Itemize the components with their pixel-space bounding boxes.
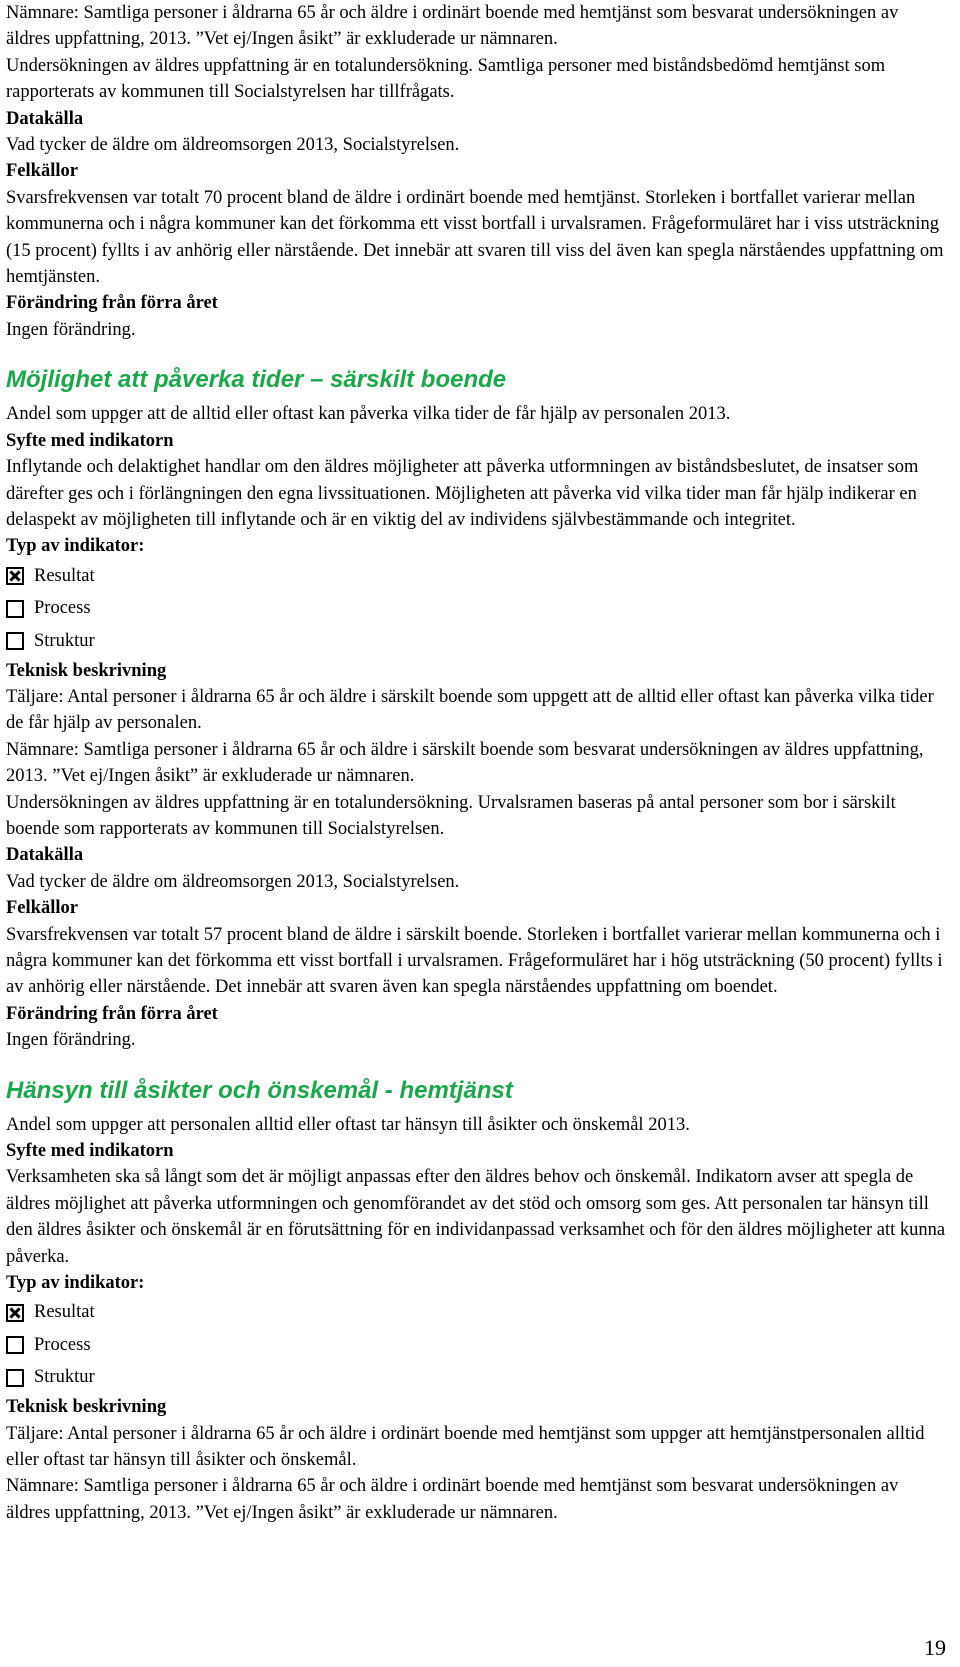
typ-label: Typ av indikator: — [6, 1273, 145, 1294]
checkbox-empty-icon — [6, 1369, 24, 1387]
syfte-label: Syfte med indikatorn — [6, 430, 174, 451]
indicator-intro: Andel som uppger att personalen alltid eller oftast tar hänsyn till åsikter och önskemål 2013. — [6, 1114, 690, 1135]
type-label: Process — [34, 1334, 91, 1355]
felkallor-text: Svarsfrekvensen var totalt 70 procent bland de äldre i ordinärt boende med hemtjänst. Storleken i bortfallet varierar mellan kommunerna och i några kommuner kan det förkomma ett visst bortfall i urvalsramen. Frågeformuläret har i viss utsträckning (15 procent) fyllts i av anhörig eller närstående. Det innebär att svaren till viss del även kan spegla närståendes uppfattning om hemtjänsten. — [6, 187, 944, 288]
checkbox-empty-icon — [6, 1336, 24, 1354]
type-process — [6, 1329, 946, 1362]
forandring-text: Ingen förändring. — [6, 1030, 136, 1051]
forandring-label: Förändring från förra året — [6, 1003, 218, 1024]
felkallor-label: Felkällor — [6, 161, 78, 182]
checkbox-checked-icon — [6, 1304, 24, 1322]
type-resultat — [6, 560, 946, 593]
document-page — [6, 0, 946, 1526]
taljare-text: Täljare: Antal personer i åldrarna 65 år och äldre i ordinärt boende med hemtjänst som uppger att hemtjänstpersonalen alltid eller oftast tar hänsyn till åsikter och önskemål. — [6, 1423, 925, 1471]
namnare-text: Nämnare: Samtliga personer i åldrarna 65 år och äldre i ordinärt boende med hemtjänst som besvarat undersökningen av äldres uppfattning, 2013. ”Vet ej/Ingen åsikt” är exkluderade ur nämnaren. — [6, 3, 899, 50]
checkbox-empty-icon — [6, 632, 24, 650]
type-struktur — [6, 1362, 946, 1395]
checkbox-checked-icon — [6, 567, 24, 585]
syfte-text: Inflytande och delaktighet handlar om den äldres möjligheter att påverka utformningen av biståndsbeslutet, de insatser som därefter ges och i förlängningen den egna livssituationen. Möjligheten att påverka vid vilka tider man får hjälp indikerar en delaspekt av möjligheten till inflytande och är en viktig del av individens självbestämmande och integritet. — [6, 457, 919, 530]
indicator-intro: Andel som uppger att de alltid eller oftast kan påverka vilka tider de får hjälp av personalen 2013. — [6, 404, 731, 425]
type-process — [6, 592, 946, 625]
forandring-label: Förändring från förra året — [6, 293, 218, 314]
type-label: Struktur — [34, 630, 95, 651]
page-number: 19 — [924, 1635, 946, 1660]
undersokning-text: Undersökningen av äldres uppfattning är en totalundersökning. Urvalsramen baseras på antal personer som bor i särskilt boende som rapporterats av kommunen till Socialstyrelsen. — [6, 792, 896, 839]
type-label: Resultat — [34, 565, 95, 586]
namnare-text: Nämnare: Samtliga personer i åldrarna 65 år och äldre i ordinärt boende med hemtjänst som besvarat undersökningen av äldres uppfattning, 2013. ”Vet ej/Ingen åsikt” är exkluderade ur nämnaren. — [6, 1476, 899, 1523]
type-resultat — [6, 1296, 946, 1329]
undersokning-text: Undersökningen av äldres uppfattning är en totalundersökning. Samtliga personer med biståndsbedömd hemtjänst som rapporterats av kommunen till Socialstyrelsen har tillfrågats. — [6, 55, 886, 103]
forandring-text: Ingen förändring. — [6, 319, 136, 340]
typ-label: Typ av indikator: — [6, 536, 145, 557]
type-struktur — [6, 625, 946, 658]
datakalla-text: Vad tycker de äldre om äldreomsorgen 2013, Socialstyrelsen. — [6, 871, 460, 892]
felkallor-text: Svarsfrekvensen var totalt 57 procent bland de äldre i särskilt boende. Storleken i bortfallet varierar mellan kommunerna och i några kommuner kan det förkomma ett visst bortfall i urvalsramen. Frågeformuläret har i hög utsträckning (50 procent) fyllts i av anhörig eller närstående. Det innebär att svaren även kan spegla närståendes uppfattning om boendet. — [6, 924, 943, 998]
syfte-text: Verksamheten ska så långt som det är möjligt anpassas efter den äldres behov och önskemål. Indikatorn avser att spegla de äldres möjlighet att påverka utformningen och genomförandet av det stöd och omsorg som ges. Att personalen tar hänsyn till den äldres åsikter och önskemål är en förutsättning för en individanpassad verksamhet och för den äldres möjligheter att kunna påverka. — [6, 1167, 946, 1267]
type-label: Struktur — [34, 1367, 95, 1388]
section-heading: Hänsyn till åsikter och önskemål - hemtjänst — [6, 1076, 513, 1104]
checkbox-empty-icon — [6, 600, 24, 618]
felkallor-label: Felkällor — [6, 898, 78, 919]
teknisk-label: Teknisk beskrivning — [6, 660, 167, 681]
taljare-text: Täljare: Antal personer i åldrarna 65 år och äldre i särskilt boende som uppgett att de alltid eller oftast kan påverka vilka tider de får hjälp av personalen. — [6, 686, 934, 734]
syfte-label: Syfte med indikatorn — [6, 1141, 174, 1161]
datakalla-label: Datakälla — [6, 108, 84, 129]
type-label: Process — [34, 598, 91, 619]
datakalla-text: Vad tycker de äldre om äldreomsorgen 2013, Socialstyrelsen. — [6, 135, 460, 156]
namnare-text: Nämnare: Samtliga personer i åldrarna 65 år och äldre i särskilt boende som besvarat undersökningen av äldres uppfattning, 2013. ”Vet ej/Ingen åsikt” är exkluderade ur nämnaren. — [6, 739, 924, 787]
datakalla-label: Datakälla — [6, 845, 84, 866]
section-heading: Möjlighet att påverka tider – särskilt boende — [6, 366, 507, 394]
teknisk-label: Teknisk beskrivning — [6, 1397, 167, 1418]
type-label: Resultat — [34, 1302, 95, 1323]
